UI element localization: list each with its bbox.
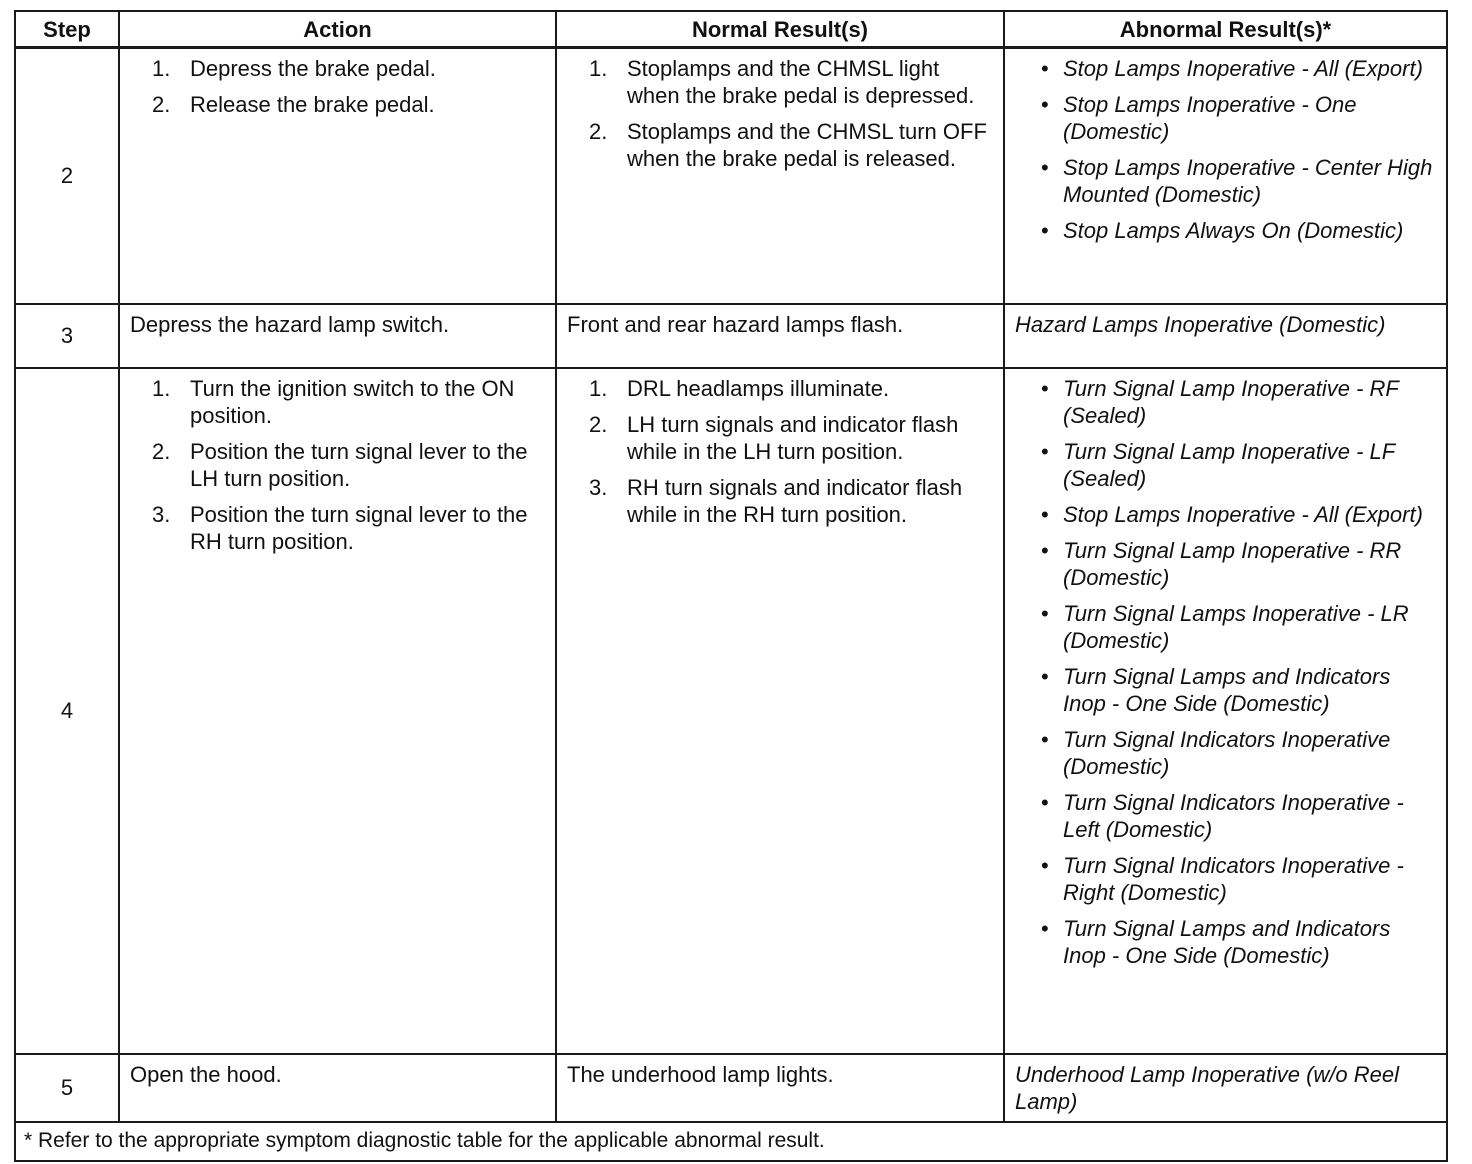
list-item: • Turn Signal Indicators Inoperative - Right (Domestic) bbox=[1041, 852, 1404, 905]
list-item: • Turn Signal Lamp Inoperative - RR (Domestic) bbox=[1041, 537, 1402, 590]
list-item: • Stop Lamps Inoperative - All (Export) bbox=[1041, 501, 1423, 527]
diagnostic-table bbox=[14, 10, 1448, 1162]
list-item: • Turn Signal Lamp Inoperative - RF (Sealed) bbox=[1041, 375, 1399, 428]
list-item: • Stop Lamps Always On (Domestic) bbox=[1041, 218, 1404, 243]
abnormal-result-cell: Hazard Lamps Inoperative (Domestic) bbox=[1004, 304, 1447, 368]
table-row bbox=[15, 368, 1447, 1054]
list-item: • Turn Signal Indicators Inoperative (Domestic) bbox=[1041, 726, 1391, 779]
abnormal-result-cell bbox=[1004, 368, 1447, 1054]
header-step: Step bbox=[15, 11, 119, 48]
header-normal-results: Normal Result(s) bbox=[556, 11, 1004, 48]
list-item: • Turn Signal Lamps and Indicators Inop - One Side (Domestic) bbox=[1041, 915, 1391, 968]
step-cell: 3 bbox=[15, 304, 119, 368]
normal-result-cell bbox=[556, 48, 1004, 304]
abnormal-result-cell: Underhood Lamp Inoperative (w/o Reel Lamp) bbox=[1004, 1054, 1447, 1122]
normal-result-cell: Front and rear hazard lamps flash. bbox=[556, 304, 1004, 368]
normal-result-cell: The underhood lamp lights. bbox=[556, 1054, 1004, 1122]
normal-result-cell bbox=[556, 368, 1004, 1054]
abnormal-result-cell bbox=[1004, 48, 1447, 304]
step-cell: 2 bbox=[15, 48, 119, 304]
list-item: 2. LH turn signals and indicator flash while in the LH turn position. bbox=[589, 411, 959, 464]
list-item: • Stop Lamps Inoperative - All (Export) bbox=[1041, 56, 1423, 81]
list-item: • Stop Lamps Inoperative - One (Domestic) bbox=[1041, 92, 1357, 144]
list-item: • Turn Signal Lamp Inoperative - LF (Sealed) bbox=[1041, 438, 1395, 491]
list-item: • Turn Signal Indicators Inoperative - Left (Domestic) bbox=[1041, 789, 1404, 842]
list-item: 2. Release the brake pedal. bbox=[152, 92, 435, 117]
list-item: 3. RH turn signals and indicator flash while in the RH turn position. bbox=[589, 474, 963, 527]
header-action: Action bbox=[119, 11, 556, 48]
footnote: * Refer to the appropriate symptom diagnostic table for the applicable abnormal result. bbox=[15, 1122, 1447, 1161]
diagnostic-table-container bbox=[14, 10, 1446, 1162]
list-item: 1. Depress the brake pedal. bbox=[152, 56, 436, 81]
table-row bbox=[15, 304, 1447, 368]
list-item: • Turn Signal Lamps and Indicators Inop - One Side (Domestic) bbox=[1041, 663, 1391, 716]
list-item: 1. DRL headlamps illuminate. bbox=[589, 375, 890, 401]
step-cell: 4 bbox=[15, 368, 119, 1054]
action-cell: Open the hood. bbox=[119, 1054, 556, 1122]
action-cell bbox=[119, 368, 556, 1054]
action-cell bbox=[119, 48, 556, 304]
list-item: 1. Stoplamps and the CHMSL light when the brake pedal is depressed. bbox=[589, 56, 975, 108]
header-abnormal-results: Abnormal Result(s)* bbox=[1004, 11, 1447, 48]
footnote-row bbox=[15, 1122, 1447, 1161]
list-item: 1. Turn the ignition switch to the ON position. bbox=[152, 375, 515, 428]
list-item: 2. Position the turn signal lever to the LH turn position. bbox=[152, 438, 528, 491]
table-row bbox=[15, 1054, 1447, 1122]
step-cell: 5 bbox=[15, 1054, 119, 1122]
table-row bbox=[15, 48, 1447, 304]
list-item: 2. Stoplamps and the CHMSL turn OFF when the brake pedal is released. bbox=[589, 119, 987, 171]
action-cell: Depress the hazard lamp switch. bbox=[119, 304, 556, 368]
list-item: • Turn Signal Lamps Inoperative - LR (Domestic) bbox=[1041, 600, 1409, 653]
list-item: • Stop Lamps Inoperative - Center High Mounted (Domestic) bbox=[1041, 155, 1433, 207]
header-row bbox=[15, 11, 1447, 48]
list-item: 3. Position the turn signal lever to the RH turn position. bbox=[152, 501, 528, 554]
